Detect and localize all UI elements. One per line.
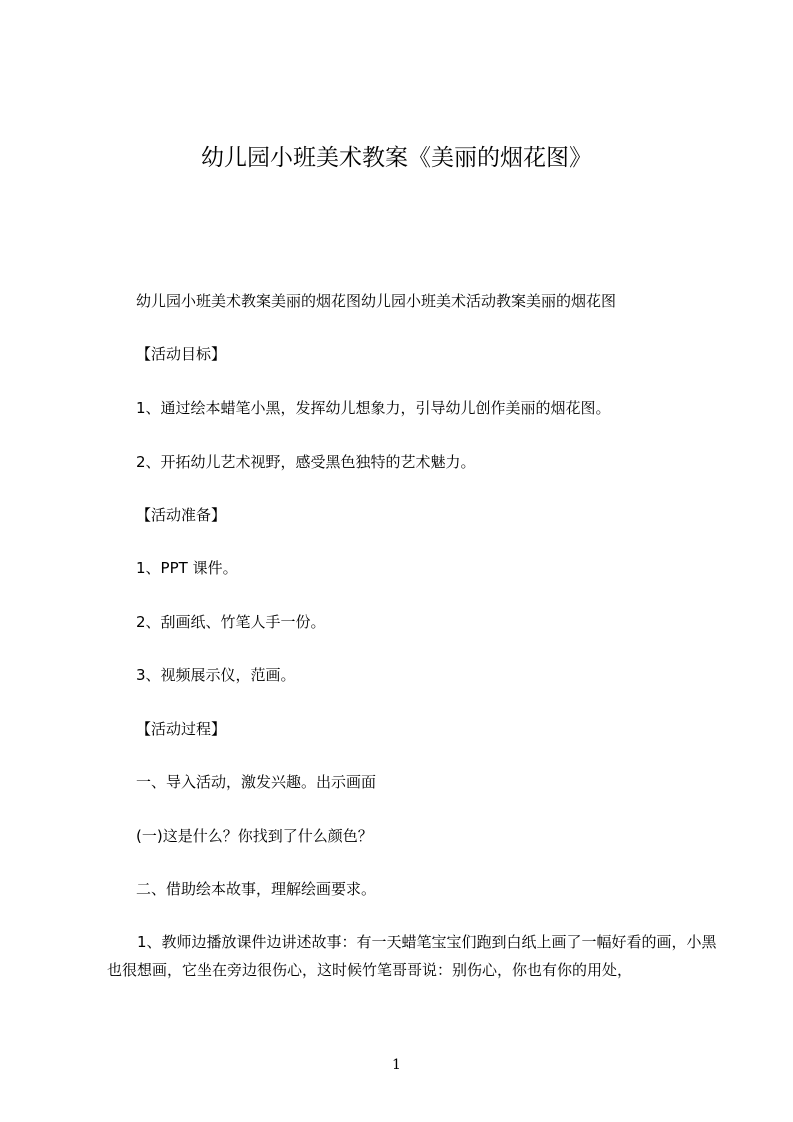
- process-step-1: 一、导入活动，激发兴趣。出示画面: [136, 773, 377, 791]
- page-number: 1: [392, 1057, 401, 1073]
- goal-item-1: 1、通过绘本蜡笔小黑，发挥幼儿想象力，引导幼儿创作美丽的烟花图。: [136, 399, 611, 417]
- prep-heading: 【活动准备】: [136, 506, 227, 524]
- goals-heading: 【活动目标】: [136, 345, 227, 363]
- prep-item-2: 2、刮画纸、竹笔人手一份。: [136, 613, 326, 631]
- process-step-2: 二、借助绘本故事，理解绘画要求。: [136, 880, 377, 898]
- prep-item-3: 3、视频展示仪，范画。: [136, 666, 296, 684]
- process-step-2-paragraph: 1、教师边播放课件边讲述故事：有一天蜡笔宝宝们跑到白纸上画了一幅好看的画，小黑也很想画，它坐在旁边很伤心，这时候竹笔哥哥说：别伤心，你也有你的用处，: [107, 933, 717, 979]
- process-heading: 【活动过程】: [136, 720, 227, 738]
- process-step-1-question: (一)这是什么？你找到了什么颜色？: [136, 827, 373, 845]
- intro-line: 幼儿园小班美术教案美丽的烟花图幼儿园小班美术活动教案美丽的烟花图: [136, 292, 617, 310]
- goal-item-2: 2、开拓幼儿艺术视野，感受黑色独特的艺术魅力。: [136, 453, 476, 471]
- document-title: 幼儿园小班美术教案《美丽的烟花图》: [201, 145, 592, 171]
- prep-item-1: 1、PPT 课件。: [136, 559, 238, 577]
